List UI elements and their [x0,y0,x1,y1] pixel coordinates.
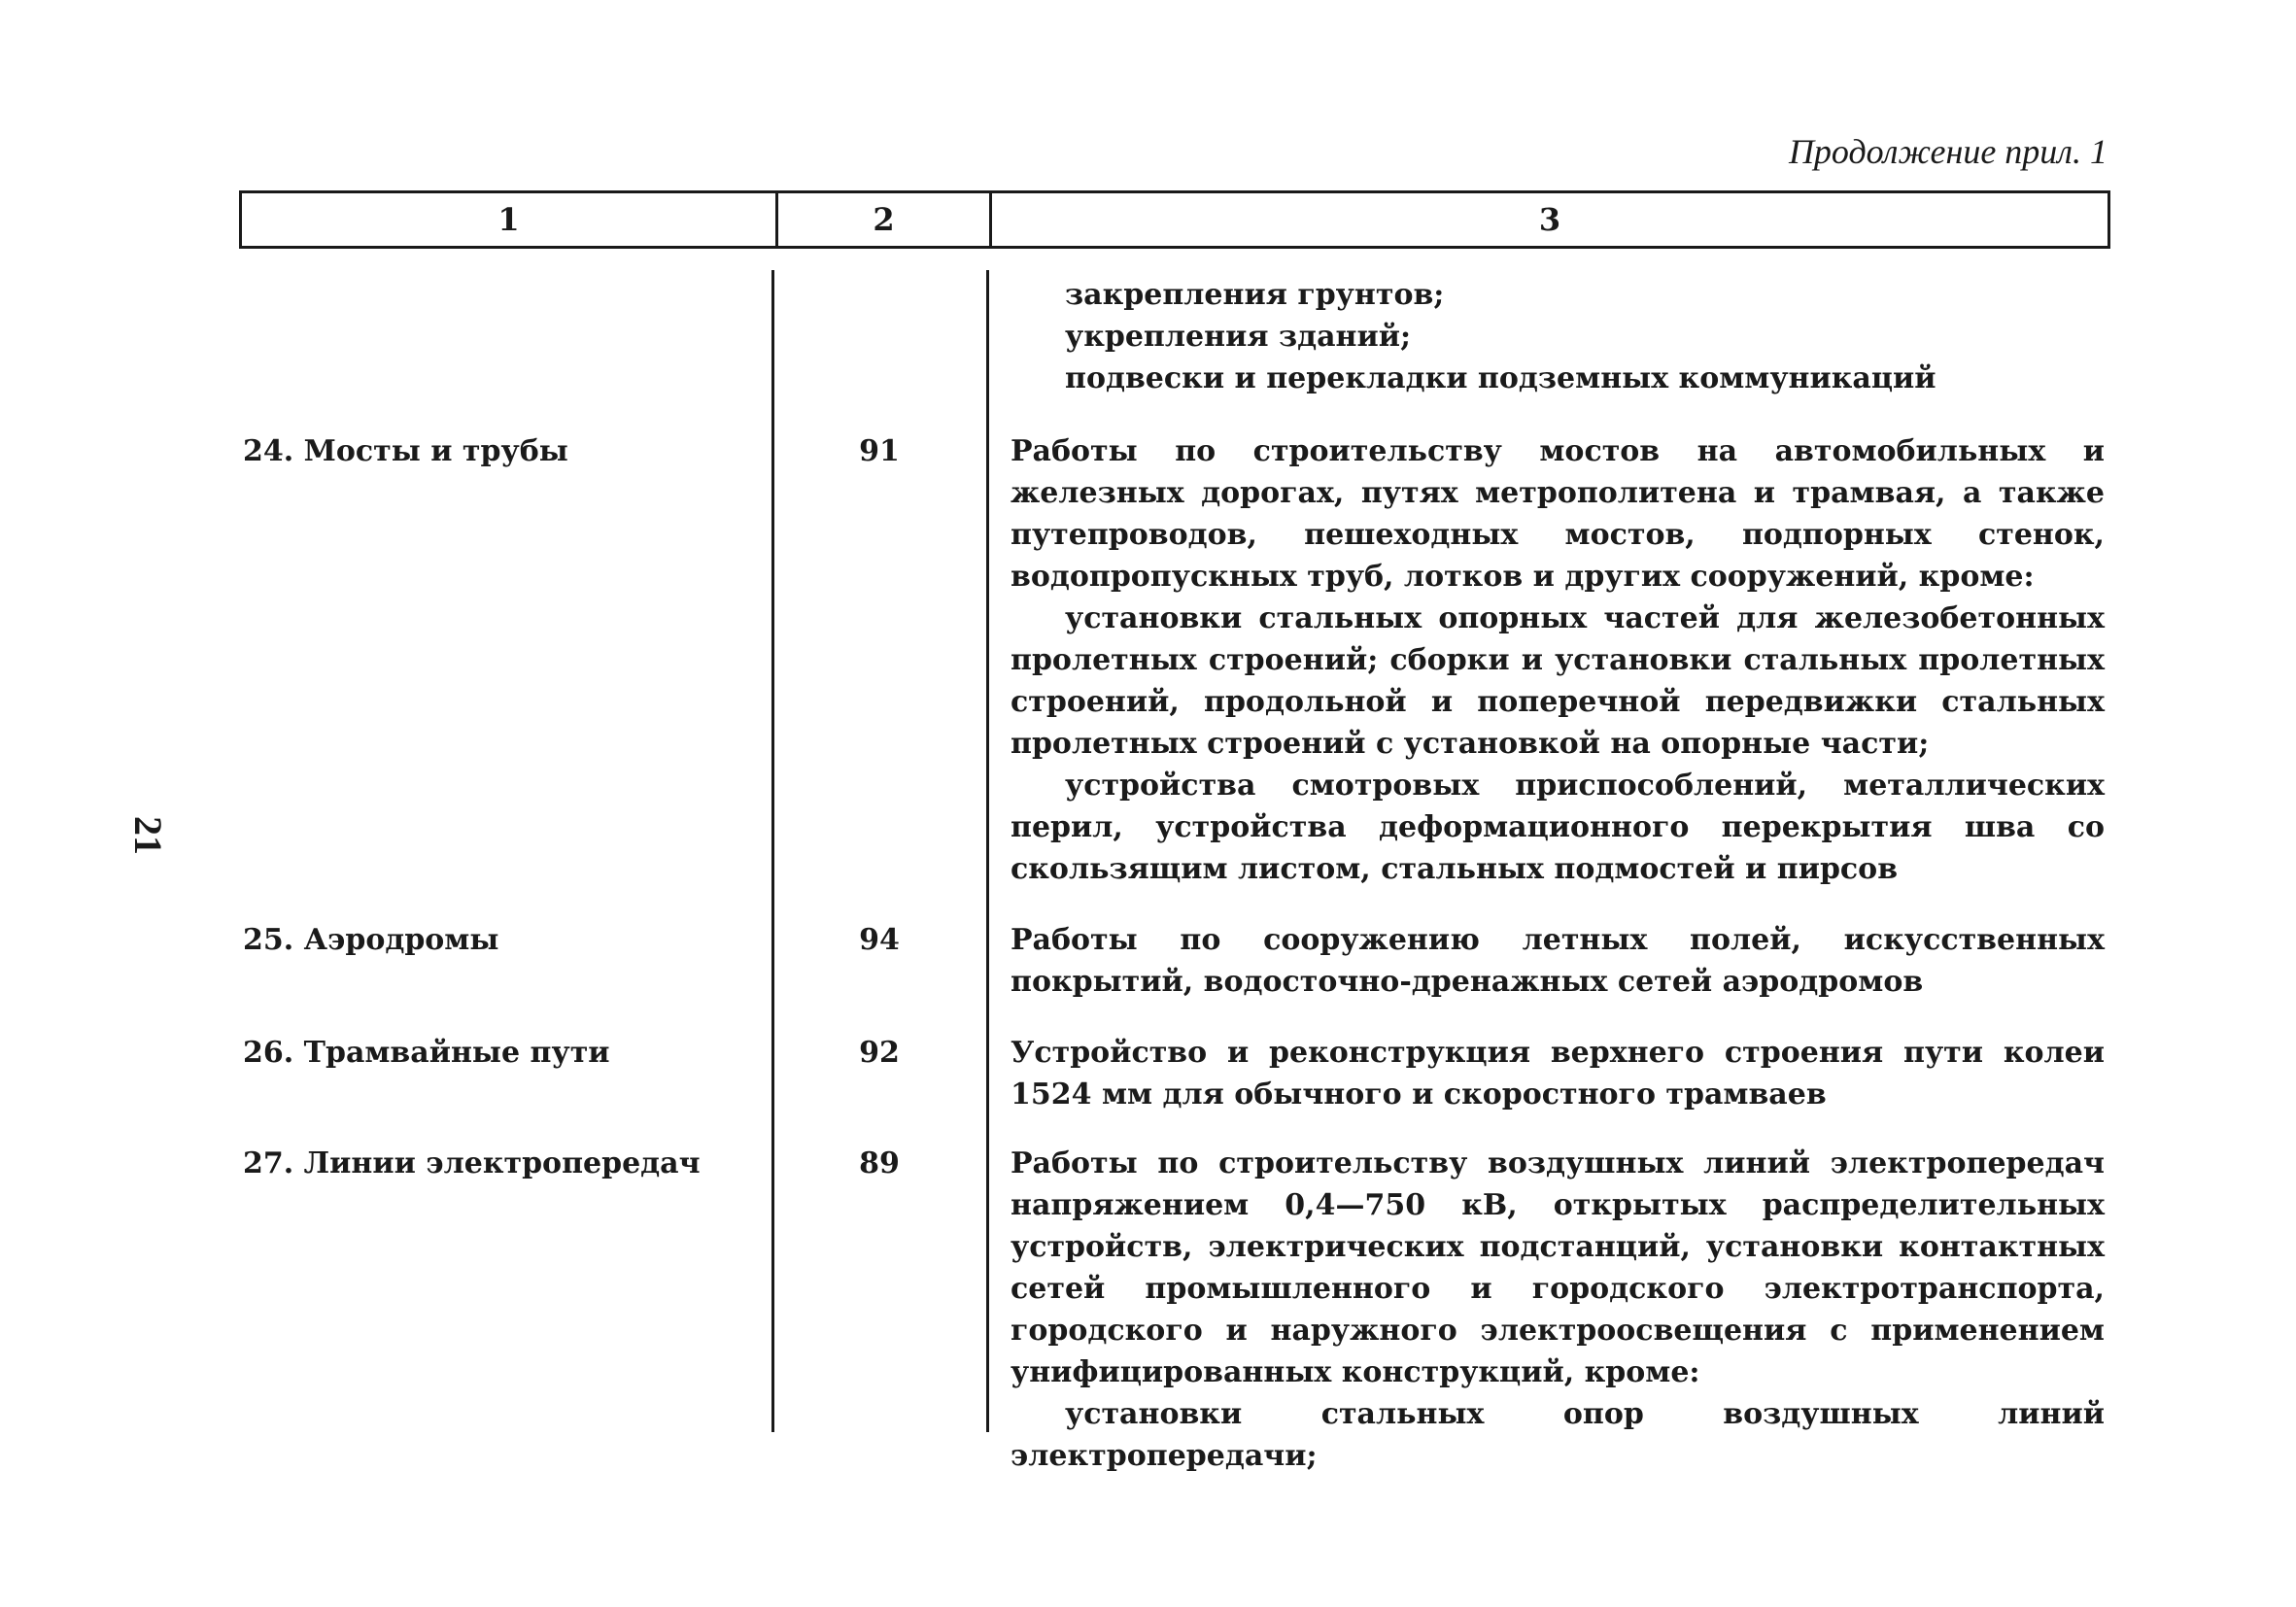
row-25-code: 94 [859,923,900,957]
description-paragraph: устройства смотровых приспособлений, металлических перил, устройства деформационного перекрытия шва со скользящим листом, стальных подмостей и пирсов [1011,769,2105,886]
row-26-code: 92 [859,1036,900,1070]
row-24-description [1011,430,2105,890]
row-24-code: 91 [859,434,900,468]
description-paragraph: установки стальных опорных частей для железобетонных пролетных строений; сборки и установки стальных пролетных строений, продольной и поперечной передвижки стальных пролетных строений с установкой на опорные части; [1011,601,2105,761]
continuation-cell [1011,274,2105,399]
description-paragraph: Работы по строительству воздушных линий электропередач напряжением 0,4—750 кВ, открытых распределительных устройств, электрических подстанций, установки контактных сетей промышленного и городского электротранспорта, городского и наружного электроосвещения с применением унифицированных конструкций, кроме: [1011,1146,2105,1389]
continuation-line: укрепления зданий; [1065,320,1412,354]
description-paragraph: Работы по строительству мостов на автомобильных и железных дорогах, путях метрополитена и трамвая, а также путепроводов, пешеходных мостов, подпорных стенок, водопропускных труб, лотков и других сооружений, кроме: [1011,434,2105,594]
header-col-3: 3 [989,193,2108,246]
row-26-name: 26. Трамвайные пути [243,1036,610,1070]
row-24-name: 24. Мосты и трубы [243,434,568,468]
table-header [239,190,2110,249]
description-paragraph: Работы по сооружению летных полей, искусственных покрытий, водосточно-дренажных сетей аэродромов [1011,923,2105,999]
page-number: 21 [126,816,170,855]
column-divider-1 [771,270,774,1432]
row-27-description [1011,1143,2105,1477]
description-paragraph: Устройство и реконструкция верхнего строения пути колеи 1524 мм для обычного и скоростного трамваев [1011,1036,2105,1111]
row-27-name: 27. Линии электропередач [243,1146,701,1180]
continuation-line: закрепления грунтов; [1065,278,1445,312]
row-27-code: 89 [859,1146,900,1180]
column-divider-2 [986,270,989,1432]
header-col-1: 1 [497,201,520,238]
continuation-line: подвески и перекладки подземных коммуникаций [1065,361,1936,395]
row-26-description [1011,1032,2105,1115]
row-25-name: 25. Аэродромы [243,923,499,957]
header-col-2: 2 [775,193,989,246]
description-paragraph: установки стальных опор воздушных линий электропередачи; [1011,1397,2105,1473]
row-25-description [1011,919,2105,1003]
continuation-label: Продолжение прил. 1 [1788,132,2108,171]
